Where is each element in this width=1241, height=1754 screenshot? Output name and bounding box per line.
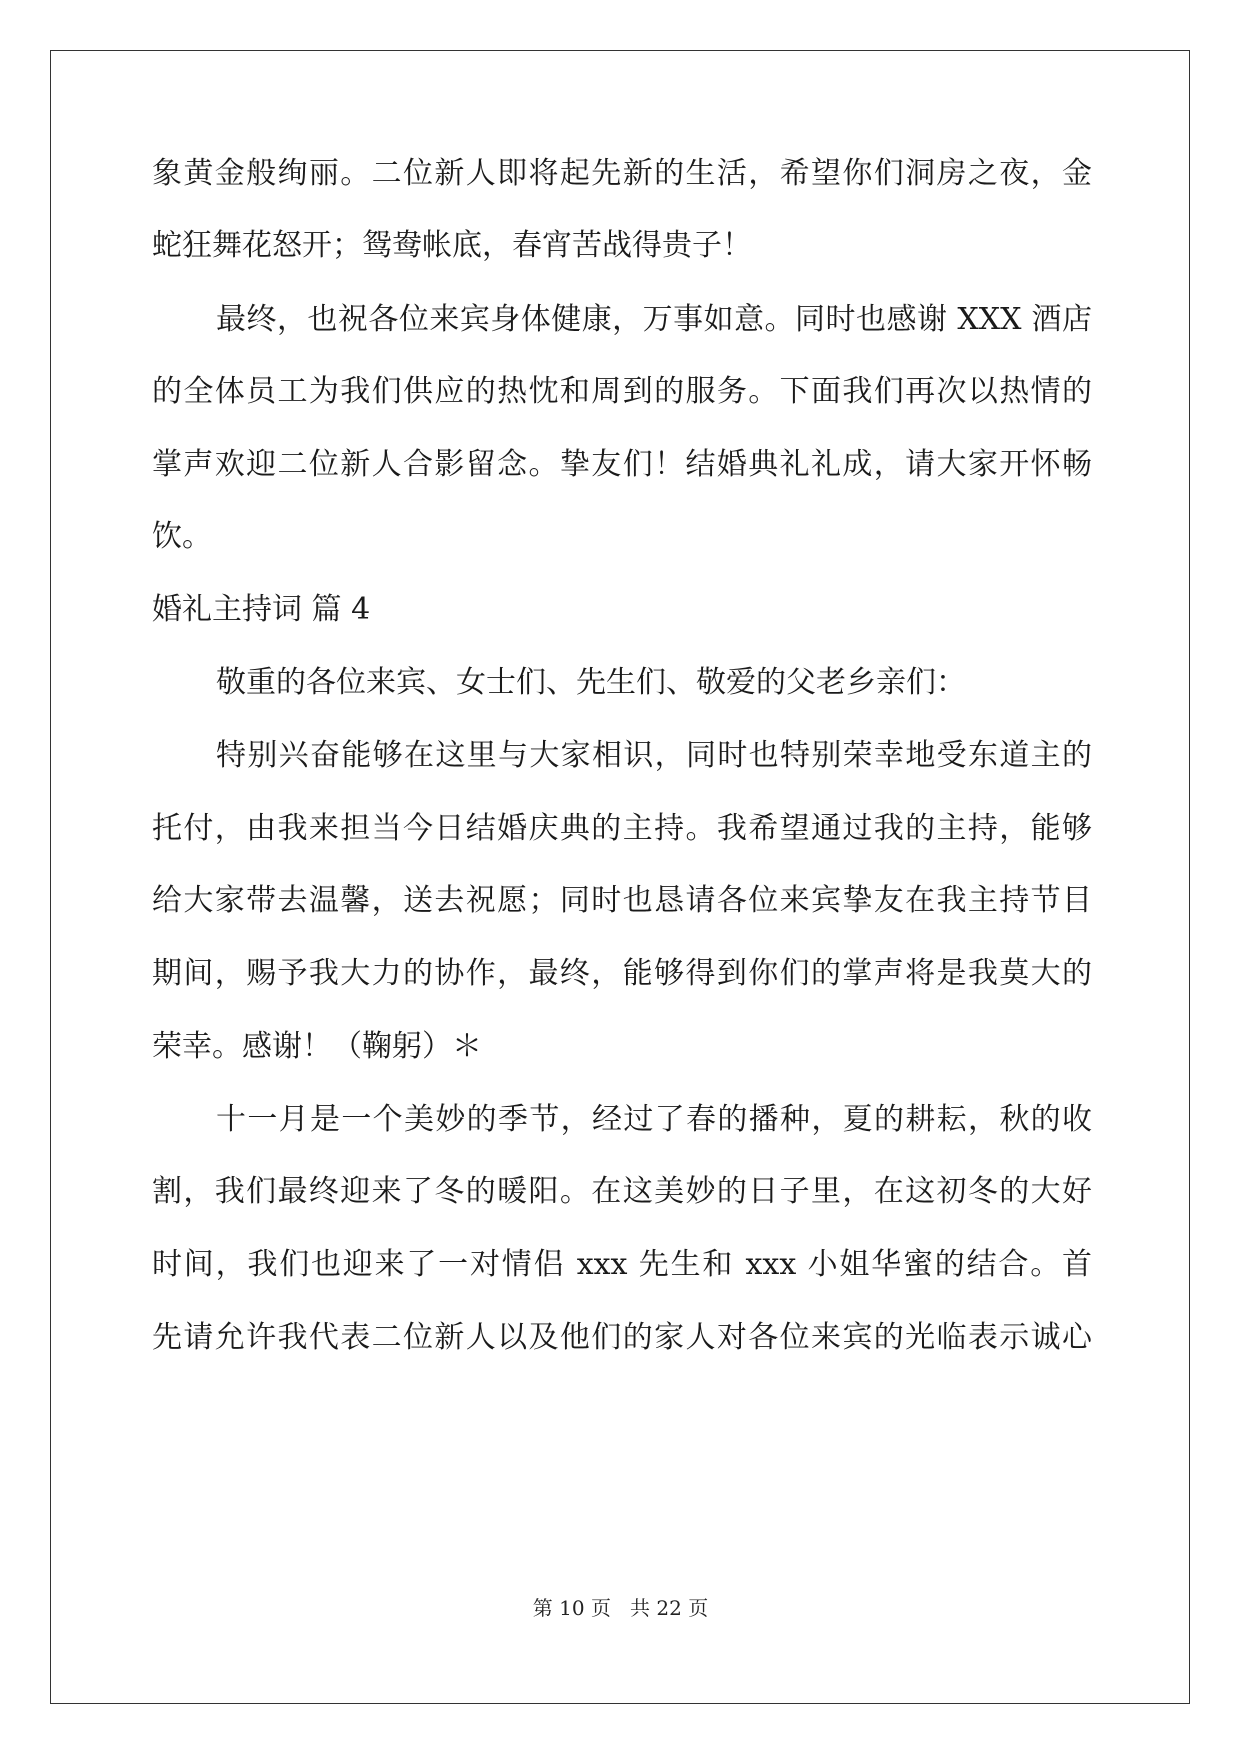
- page-border: [50, 50, 1190, 1704]
- body-text-line: 托付，由我来担当今日结婚庆典的主持。我希望通过我的主持，能够: [152, 811, 1092, 846]
- body-text-line: 掌声欢迎二位新人合影留念。挚友们！结婚典礼礼成，请大家开怀畅: [152, 447, 1092, 482]
- body-text-line: 的全体员工为我们供应的热忱和周到的服务。下面我们再次以热情的: [152, 374, 1092, 409]
- body-text-line: 象黄金般绚丽。二位新人即将起先新的生活，希望你们洞房之夜，金: [152, 156, 1092, 191]
- body-text-line: 十一月是一个美妙的季节，经过了春的播种，夏的耕耘，秋的收: [216, 1102, 1092, 1137]
- page-footer: [0, 1596, 1241, 1620]
- body-text-line: 割，我们最终迎来了冬的暖阳。在这美妙的日子里，在这初冬的大好: [152, 1174, 1092, 1209]
- body-text-line: 蛇狂舞花怒开；鸳鸯帐底，春宵苦战得贵子！: [152, 228, 752, 263]
- body-text-line: 最终，也祝各位来宾身体健康，万事如意。同时也感谢 XXX 酒店: [216, 302, 1092, 337]
- total-pages-label: 共 22 页: [630, 1596, 709, 1620]
- body-text-line: 给大家带去温馨，送去祝愿；同时也恳请各位来宾挚友在我主持节目: [152, 883, 1092, 918]
- body-text-line: 饮。: [152, 519, 212, 554]
- footer-spacer: [611, 1596, 630, 1620]
- section-heading: 婚礼主持词 篇 4: [152, 592, 371, 627]
- salutation-line: 敬重的各位来宾、女士们、先生们、敬爱的父老乡亲们：: [216, 665, 966, 700]
- current-page-label: 第 10 页: [532, 1596, 611, 1620]
- body-text-line: 期间，赐予我大力的协作，最终，能够得到你们的掌声将是我莫大的: [152, 956, 1092, 991]
- body-text-line: 荣幸。感谢！（鞠躬）＊: [152, 1029, 482, 1064]
- body-text-line: 特别兴奋能够在这里与大家相识，同时也特别荣幸地受东道主的: [216, 738, 1092, 773]
- body-text-line: 时间，我们也迎来了一对情侣 xxx 先生和 xxx 小姐华蜜的结合。首: [152, 1247, 1092, 1282]
- body-text-line: 先请允许我代表二位新人以及他们的家人对各位来宾的光临表示诚心: [152, 1320, 1092, 1355]
